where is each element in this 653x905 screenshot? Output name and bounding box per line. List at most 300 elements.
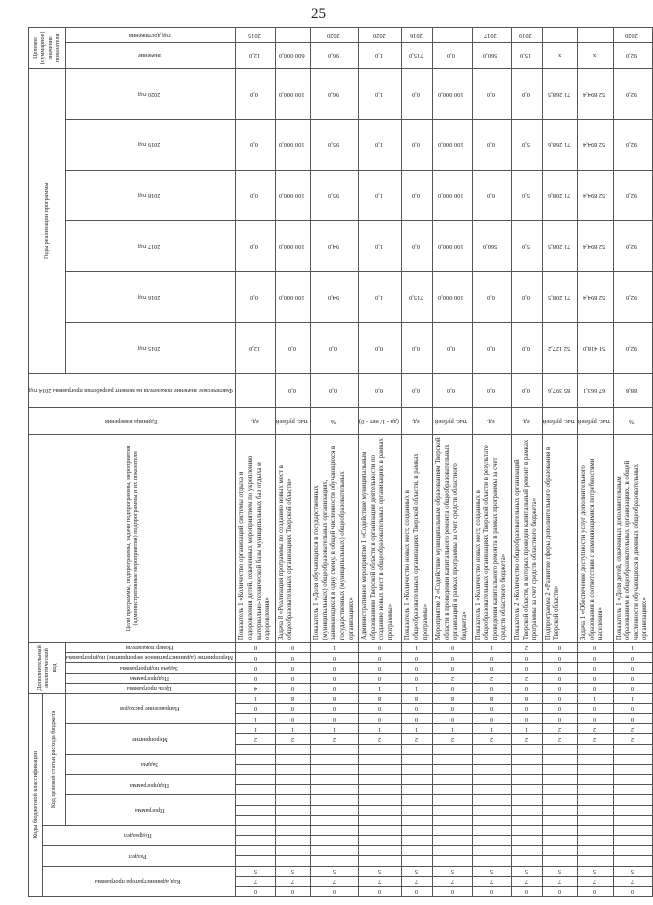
code-digit (311, 846, 359, 856)
code-digit-text: 5 (415, 867, 419, 875)
code-digit-text: 0 (291, 888, 295, 896)
row-year-value (472, 322, 511, 373)
code-digit (236, 856, 275, 866)
code-digit (542, 775, 577, 785)
kcsr-col-header-0 (65, 795, 235, 825)
code-digit (613, 775, 652, 785)
code-digit-text: 7 (253, 878, 257, 886)
year-header-0 (65, 322, 235, 373)
table-row (613, 28, 652, 897)
code-digit (433, 744, 472, 754)
row-base-value-text: 0,0 (329, 387, 338, 395)
code-digit (578, 866, 613, 876)
code-digit (472, 683, 511, 693)
code-digit (433, 673, 472, 683)
row-year-value-text: 0,0 (375, 344, 384, 352)
code-digit (402, 693, 433, 703)
row-target-year-text: 2015 (247, 31, 261, 39)
code-digit (542, 653, 577, 663)
code-digit (275, 866, 310, 876)
code-digit (311, 764, 359, 774)
code-digit (359, 744, 402, 754)
code-digit (433, 724, 472, 734)
table-row (311, 28, 359, 897)
code-digit (236, 836, 275, 846)
row-year-value (311, 170, 359, 221)
code-digit (511, 754, 542, 764)
row-name: Подпрограмма 2 «Развитие сферы дополнительного образования в Тверской области» (542, 434, 577, 642)
kcsr-col-header-1 (65, 775, 235, 795)
code-digit (402, 653, 433, 663)
code-digit (511, 815, 542, 825)
row-year-value-text: 100 000,0 (438, 141, 464, 149)
code-digit (578, 653, 613, 663)
extra-col-header-0-text: Цель программы (127, 684, 172, 692)
row-year-value-text: 100 000,0 (278, 141, 305, 149)
code-digit (511, 704, 542, 714)
code-digit (433, 785, 472, 795)
code-digit-text: 0 (253, 664, 257, 672)
code-digit-text: 8 (524, 695, 529, 703)
extra-col-header-3 (65, 653, 235, 663)
code-digit (433, 693, 472, 703)
code-digit-text: 5 (332, 867, 336, 875)
row-base-value-text: 0,0 (521, 387, 530, 395)
table-row (472, 28, 511, 897)
row-year-value-text: 0,0 (447, 344, 456, 352)
code-digit-text: 5 (593, 867, 597, 875)
code-digit-text: 5 (378, 867, 382, 875)
row-year-value (433, 170, 472, 221)
row-year-value-text: 0,0 (486, 293, 495, 301)
row-year-value (542, 221, 577, 272)
code-digit (472, 775, 511, 785)
extra-col-header-1-text: Подпрограмма (129, 674, 169, 682)
code-digit (578, 876, 613, 886)
code-digit (472, 876, 511, 886)
row-unit-text: % (330, 417, 337, 425)
row-name: Показатель 1 «Доля обучающихся в государственных (муниципальных) общеобразовательных организациях, занимающихся в одну смену, в общей численности обучающихся в государственных (муниципальных) общеобразовательных организациях» (311, 434, 359, 642)
year-header-1-text: 2016 год (138, 293, 161, 301)
row-base-value (311, 373, 359, 408)
row-base-value (511, 373, 542, 408)
code-digit (613, 815, 652, 825)
row-year-value (472, 170, 511, 221)
code-digit (433, 866, 472, 876)
row-year-value (472, 221, 511, 272)
code-digit (275, 704, 310, 714)
code-digit-text: 0 (378, 644, 382, 652)
code-digit-text: 1 (378, 725, 382, 733)
row-year-value-text: 52 894,4 (582, 293, 606, 301)
row-base-value (359, 373, 402, 408)
row-year-value (402, 272, 433, 323)
code-digit-text: 1 (253, 725, 257, 733)
row-year-value-text: 0,0 (412, 242, 421, 250)
code-digit-text: 0 (630, 888, 634, 896)
code-digit-text: 0 (415, 674, 419, 682)
code-digit-text: 0 (291, 685, 295, 693)
code-digit (542, 856, 577, 866)
row-year-value-text: 1,0 (375, 242, 384, 250)
code-digit (578, 754, 613, 764)
code-digit (275, 764, 310, 774)
row-target-value (236, 43, 275, 68)
code-digit-text: 2 (450, 735, 454, 743)
row-year-value-text: 0,0 (521, 90, 530, 98)
row-unit (311, 408, 359, 434)
code-digit (511, 886, 542, 896)
code-digit (542, 683, 577, 693)
codes-group-header-text: Коды бюджетной классификации (31, 751, 39, 839)
code-digit (359, 846, 402, 856)
row-year-value-text: 1,0 (375, 141, 384, 149)
row-unit-text: ед. (250, 417, 259, 425)
kcsr-col-header-3-text: Мероприятие (131, 735, 168, 743)
code-digit (359, 886, 402, 896)
code-digit (433, 764, 472, 774)
code-digit (236, 734, 275, 744)
row-base-value (236, 373, 275, 408)
code-digit (511, 825, 542, 835)
row-name: Показатель 1 «Количество новых мест, созданных в общеобразовательных организациях Тверской области в результате проведения капитального ремонта в рамках программы за счет средств областного бюджета» (472, 434, 511, 642)
row-target-value (359, 43, 402, 68)
row-year-value (236, 170, 275, 221)
code-digit-text: 0 (332, 654, 336, 662)
code-digit (472, 805, 511, 815)
row-year-value-text: 100 000,0 (278, 90, 305, 98)
row-base-value (275, 373, 310, 408)
row-unit-text: тыс. рублей (542, 417, 575, 425)
code-digit-text: 0 (332, 674, 336, 682)
code-digit (311, 775, 359, 785)
code-digit (402, 683, 433, 693)
code-digit (236, 825, 275, 835)
code-digit (311, 673, 359, 683)
row-year-value-text: 12,0 (248, 344, 260, 352)
code-digit-text: 0 (524, 715, 529, 723)
code-digit-text: 0 (489, 664, 494, 672)
row-unit-text: % (628, 417, 635, 425)
kcsr-col-header-4-text: Направление расходов (119, 705, 180, 713)
unit-column-header (29, 408, 236, 434)
row-year-value (275, 221, 310, 272)
row-year-value-text: 71 268,5 (547, 90, 570, 98)
code-digit-text: 0 (558, 654, 562, 662)
code-digit (359, 785, 402, 795)
code-digit-text: 0 (415, 888, 419, 896)
code-digit-text: 0 (253, 888, 257, 896)
code-digit (472, 785, 511, 795)
code-digit (236, 795, 275, 805)
code-digit (311, 744, 359, 754)
code-digit (311, 724, 359, 734)
row-year-value-text: 92,0 (625, 192, 638, 200)
code-digit (542, 815, 577, 825)
row-year-value-text: 96,0 (327, 90, 339, 98)
code-digit-text: 0 (593, 664, 597, 672)
row-year-value-text: 71 208,5 (547, 293, 570, 301)
row-target-value (275, 43, 310, 68)
program-indicators-table (28, 27, 653, 897)
code-digit-text: 0 (524, 654, 529, 662)
code-digit (402, 704, 433, 714)
row-year-value (402, 322, 433, 373)
code-digit (359, 714, 402, 724)
code-digit-text: 7 (489, 878, 494, 886)
code-digit (578, 673, 613, 683)
row-name: Задача 1 «Обеспечение доступности услуг дополнительного образования в соответствии с изменяющимися потребностями населения» (578, 434, 613, 642)
code-digit (236, 724, 275, 734)
code-digit (542, 795, 577, 805)
code-digit (236, 744, 275, 754)
code-digit (311, 734, 359, 744)
code-digit (236, 683, 275, 693)
code-digit (433, 856, 472, 866)
base-value-column-header-text: Фактическое значение показателя на момент разработки программы 2014 год (29, 387, 233, 395)
code-digit (578, 836, 613, 846)
code-digit (472, 846, 511, 856)
code-digit-text: 1 (253, 695, 257, 703)
code-digit (275, 805, 310, 815)
code-digit-text: 0 (489, 705, 494, 713)
code-digit (311, 795, 359, 805)
code-digit (578, 643, 613, 653)
row-year-value (275, 68, 310, 119)
code-digit (511, 805, 542, 815)
code-digit-text: 0 (415, 715, 419, 723)
code-digit (402, 734, 433, 744)
code-digit (511, 866, 542, 876)
code-digit (275, 886, 310, 896)
code-digit-text: 2 (524, 674, 529, 682)
row-target-year (402, 28, 433, 43)
row-year-value-text: 0,0 (486, 344, 495, 352)
code-digit (511, 663, 542, 673)
code-digit-text: 1 (415, 725, 419, 733)
target-col-header-1-text: год достижения (128, 31, 171, 39)
row-year-value (359, 68, 402, 119)
code-digit-text: 8 (291, 695, 295, 703)
code-digit-text: 0 (630, 654, 634, 662)
row-base-value (578, 373, 613, 408)
row-year-value-text: 95,0 (327, 141, 339, 149)
code-digit (402, 825, 433, 835)
row-year-value-text: 0,0 (486, 90, 495, 98)
code-digit-text: 1 (630, 644, 634, 652)
row-year-value-text: 0,0 (250, 141, 259, 149)
code-digit (613, 795, 652, 805)
code-digit (542, 886, 577, 896)
code-digit (275, 724, 310, 734)
year-header-5-text: 2020 год (138, 90, 161, 98)
code-digit-text: 0 (630, 664, 634, 672)
code-digit-text: 0 (558, 685, 562, 693)
years-group-header-text: Годы реализации программы (43, 182, 51, 260)
code-digit (359, 724, 402, 734)
code-digit (359, 866, 402, 876)
code-digit (472, 856, 511, 866)
row-year-value (542, 170, 577, 221)
code-digit (236, 886, 275, 896)
code-digit-text: 0 (593, 685, 597, 693)
year-header-5 (65, 68, 235, 119)
row-year-value-text: 52 894,4 (582, 90, 606, 98)
code-digit-text: 2 (415, 735, 419, 743)
row-year-value-text: 5,0 (521, 141, 530, 149)
code-digit-text: 0 (378, 664, 382, 672)
code-digit (542, 704, 577, 714)
code-digit-text: 7 (378, 878, 382, 886)
code-digit (311, 714, 359, 724)
row-year-value-text: 0,0 (412, 141, 421, 149)
code-digit-text: 0 (558, 888, 562, 896)
row-year-value-text: 71 208,6 (547, 192, 570, 200)
row-year-value (613, 272, 652, 323)
code-digit (433, 815, 472, 825)
table-row (578, 28, 613, 897)
code-digit (511, 724, 542, 734)
year-header-4 (65, 119, 235, 170)
code-digit (311, 663, 359, 673)
table-row (236, 28, 275, 897)
code-digit (236, 673, 275, 683)
row-year-value (542, 322, 577, 373)
code-digit-text: 0 (558, 674, 562, 682)
row-year-value (359, 322, 402, 373)
row-year-value-text: 92,0 (625, 141, 638, 149)
code-digit (613, 683, 652, 693)
row-year-value (511, 68, 542, 119)
code-digit-text: 0 (593, 644, 597, 652)
code-digit (578, 764, 613, 774)
code-digit (433, 846, 472, 856)
code-digit-text: 2 (630, 735, 634, 743)
code-digit (613, 673, 652, 683)
code-digit-text: 0 (291, 654, 295, 662)
code-digit-text: 2 (378, 735, 382, 743)
code-digit-text: 8 (489, 695, 494, 703)
row-base-value-text: 0,0 (287, 387, 296, 395)
code-digit (311, 866, 359, 876)
row-year-value-text: 0,0 (250, 192, 259, 200)
code-digit-text: 8 (378, 695, 382, 703)
code-digit (511, 734, 542, 744)
code-digit-text: 2 (332, 735, 336, 743)
code-digit (433, 754, 472, 764)
row-year-value-text: 0,0 (250, 90, 259, 98)
row-year-value-text: 0,0 (250, 242, 259, 250)
code-digit-text: 2 (593, 725, 597, 733)
code-digit (275, 673, 310, 683)
row-target-year (236, 28, 275, 43)
row-year-value (275, 119, 310, 170)
code-digit (472, 825, 511, 835)
code-digit (433, 663, 472, 673)
row-year-value (275, 322, 310, 373)
code-digit-text: 5 (524, 867, 529, 875)
year-header-3 (65, 170, 235, 221)
code-digit (613, 724, 652, 734)
row-year-value-text: 5,0 (521, 242, 530, 250)
expense-code-group-header (43, 693, 66, 825)
row-target-year (578, 28, 613, 43)
row-year-value (511, 170, 542, 221)
row-year-value-text: 0,0 (486, 141, 495, 149)
code-digit (511, 856, 542, 866)
row-year-value-text: 1,0 (375, 90, 384, 98)
row-unit (275, 408, 310, 434)
row-year-value-text: 100 000,0 (438, 192, 464, 200)
row-target-year (359, 28, 402, 43)
code-digit (275, 856, 310, 866)
code-digit (578, 693, 613, 703)
code-digit (511, 653, 542, 663)
row-year-value (472, 119, 511, 170)
code-digit (236, 693, 275, 703)
target-group-header-text: Целевое (суммарное) значение показателя (31, 31, 62, 65)
row-year-value (275, 272, 310, 323)
year-header-4-text: 2019 год (138, 141, 161, 149)
code-digit-text: 2 (489, 674, 494, 682)
code-digit (402, 754, 433, 764)
row-target-value (613, 43, 652, 68)
code-digit (542, 693, 577, 703)
code-digit-text: 0 (291, 664, 295, 672)
row-year-value-text: 94,0 (327, 242, 339, 250)
code-digit (542, 846, 577, 856)
code-digit (236, 643, 275, 653)
row-year-value (359, 272, 402, 323)
code-digit-text: 0 (630, 705, 634, 713)
code-digit (275, 785, 310, 795)
code-digit (275, 876, 310, 886)
row-year-value (402, 170, 433, 221)
code-digit-text: 8 (450, 695, 454, 703)
table-row (542, 28, 577, 897)
code-digit (578, 744, 613, 754)
code-digit (542, 663, 577, 673)
row-year-value (402, 119, 433, 170)
row-unit-text: тыс. рублей (275, 417, 308, 425)
extra-col-header-0 (65, 683, 235, 693)
row-year-value (236, 68, 275, 119)
year-header-2 (65, 221, 235, 272)
extra-col-header-2 (65, 663, 235, 673)
code-digit (472, 866, 511, 876)
row-base-value (472, 373, 511, 408)
code-digit (311, 876, 359, 886)
code-digit (613, 856, 652, 866)
row-year-value-text: 52 127,2 (547, 344, 570, 352)
code-digit (236, 653, 275, 663)
row-unit-text: ед. (521, 417, 530, 425)
code-digit (613, 714, 652, 724)
code-digit (311, 643, 359, 653)
code-digit (402, 856, 433, 866)
code-digit (359, 693, 402, 703)
code-digit-text: 0 (489, 888, 494, 896)
row-target-year-text: 2020 (327, 31, 340, 39)
row-target-value-text: 715,0 (408, 52, 424, 60)
code-digit-text: 0 (489, 715, 494, 723)
row-year-value (511, 221, 542, 272)
code-digit (578, 734, 613, 744)
row-target-value (542, 43, 577, 68)
code-digit-text: 0 (558, 705, 562, 713)
kcsr-col-header-3 (65, 724, 235, 754)
row-year-value (578, 119, 613, 170)
